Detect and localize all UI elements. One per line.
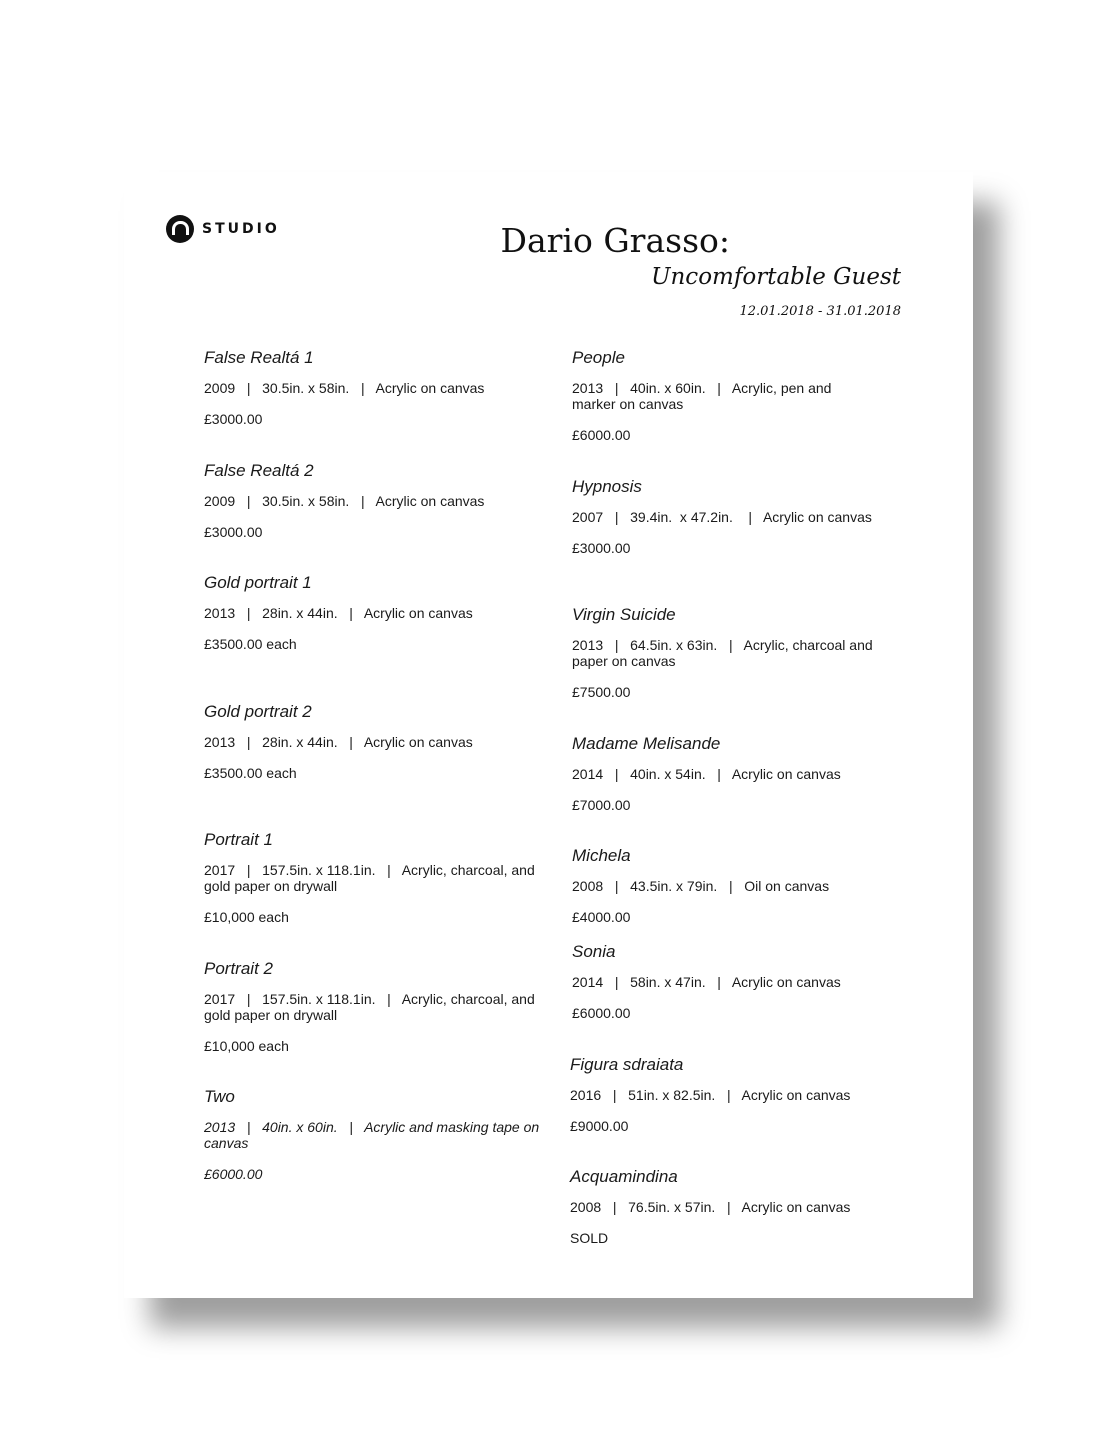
artwork-entry <box>572 845 877 926</box>
exhibition-header <box>501 220 902 322</box>
artwork-name: Madame Melisande <box>572 734 721 753</box>
artwork-price: £7000.00 <box>572 797 631 813</box>
artwork-entry <box>204 701 554 782</box>
artwork-entry <box>204 572 554 653</box>
artwork-details: 2013 | 64.5in. x 63in. | Acrylic, charcoal and paper on canvas <box>572 637 877 669</box>
artwork-price: SOLD <box>570 1230 609 1246</box>
artwork-name: Gold portrait 2 <box>204 702 312 721</box>
exhibition-dates: 12.01.2018 - 31.01.2018 <box>739 304 901 319</box>
artwork-price: £3500.00 each <box>204 636 297 652</box>
artwork-details: 2013 | 28in. x 44in. | Acrylic on canvas <box>204 734 473 750</box>
artwork-entry <box>204 347 554 428</box>
exhibition-title: Dario Grasso: <box>500 221 730 260</box>
artwork-name: People <box>572 348 625 367</box>
artwork-name: Figura sdraiata <box>570 1055 684 1074</box>
artwork-details: 2014 | 40in. x 54in. | Acrylic on canvas <box>572 766 841 782</box>
artwork-details: 2008 | 43.5in. x 79in. | Oil on canvas <box>572 878 830 894</box>
artwork-price: £6000.00 <box>204 1166 263 1182</box>
artwork-price: £3000.00 <box>204 524 263 540</box>
price-list-page <box>124 172 973 1298</box>
artwork-entry <box>204 1086 554 1183</box>
artwork-entry <box>572 476 877 557</box>
artwork-details: 2013 | 28in. x 44in. | Acrylic on canvas <box>204 605 473 621</box>
artwork-entry <box>570 1166 875 1247</box>
artwork-entry <box>570 1054 875 1135</box>
artwork-name: Sonia <box>572 942 616 961</box>
artwork-entry <box>204 460 554 541</box>
artwork-details: 2009 | 30.5in. x 58in. | Acrylic on canvas <box>204 380 485 396</box>
artwork-name: Two <box>204 1087 235 1106</box>
artwork-details: 2013 | 40in. x 60in. | Acrylic and masking tape on canvas <box>204 1119 544 1151</box>
artwork-name: Michela <box>572 846 631 865</box>
artwork-details: 2016 | 51in. x 82.5in. | Acrylic on canvas <box>570 1087 851 1103</box>
studio-logo-icon <box>166 215 194 243</box>
artwork-price: £3000.00 <box>204 411 263 427</box>
artwork-name: Virgin Suicide <box>572 605 676 624</box>
artwork-price: £3000.00 <box>572 540 631 556</box>
artwork-price: £9000.00 <box>570 1118 629 1134</box>
artwork-price: £10,000 each <box>204 909 289 925</box>
artwork-details: 2017 | 157.5in. x 118.1in. | Acrylic, charcoal, and gold paper on drywall <box>204 991 539 1023</box>
artwork-details: 2013 | 40in. x 60in. | Acrylic, pen and marker on canvas <box>572 380 836 412</box>
artwork-name: Acquamindina <box>570 1167 678 1186</box>
artwork-price: £7500.00 <box>572 684 631 700</box>
artwork-entry <box>572 347 877 444</box>
artwork-name: Portrait 2 <box>204 959 273 978</box>
artwork-price: £6000.00 <box>572 427 631 443</box>
artwork-name: False Realtá 2 <box>204 461 314 480</box>
logo-text: STUDIO <box>202 221 280 237</box>
artwork-name: False Realtá 1 <box>204 348 314 367</box>
exhibition-subtitle: Uncomfortable Guest <box>651 264 901 290</box>
artwork-entry <box>204 829 554 926</box>
artwork-entry <box>204 958 554 1055</box>
artwork-details: 2014 | 58in. x 47in. | Acrylic on canvas <box>572 974 841 990</box>
artwork-entry <box>572 733 877 814</box>
artwork-price: £10,000 each <box>204 1038 289 1054</box>
artwork-price: £4000.00 <box>572 909 631 925</box>
artwork-name: Portrait 1 <box>204 830 273 849</box>
artwork-details: 2007 | 39.4in. x 47.2in. | Acrylic on canvas <box>572 509 872 525</box>
artwork-price: £6000.00 <box>572 1005 631 1021</box>
artwork-entry <box>572 604 877 701</box>
artwork-details: 2009 | 30.5in. x 58in. | Acrylic on canvas <box>204 493 485 509</box>
artwork-details: 2008 | 76.5in. x 57in. | Acrylic on canvas <box>570 1199 851 1215</box>
studio-logo <box>166 215 280 243</box>
artwork-name: Gold portrait 1 <box>204 573 312 592</box>
artwork-details: 2017 | 157.5in. x 118.1in. | Acrylic, charcoal, and gold paper on drywall <box>204 862 539 894</box>
artwork-name: Hypnosis <box>572 477 642 496</box>
artwork-entry <box>572 941 877 1022</box>
artwork-price: £3500.00 each <box>204 765 297 781</box>
